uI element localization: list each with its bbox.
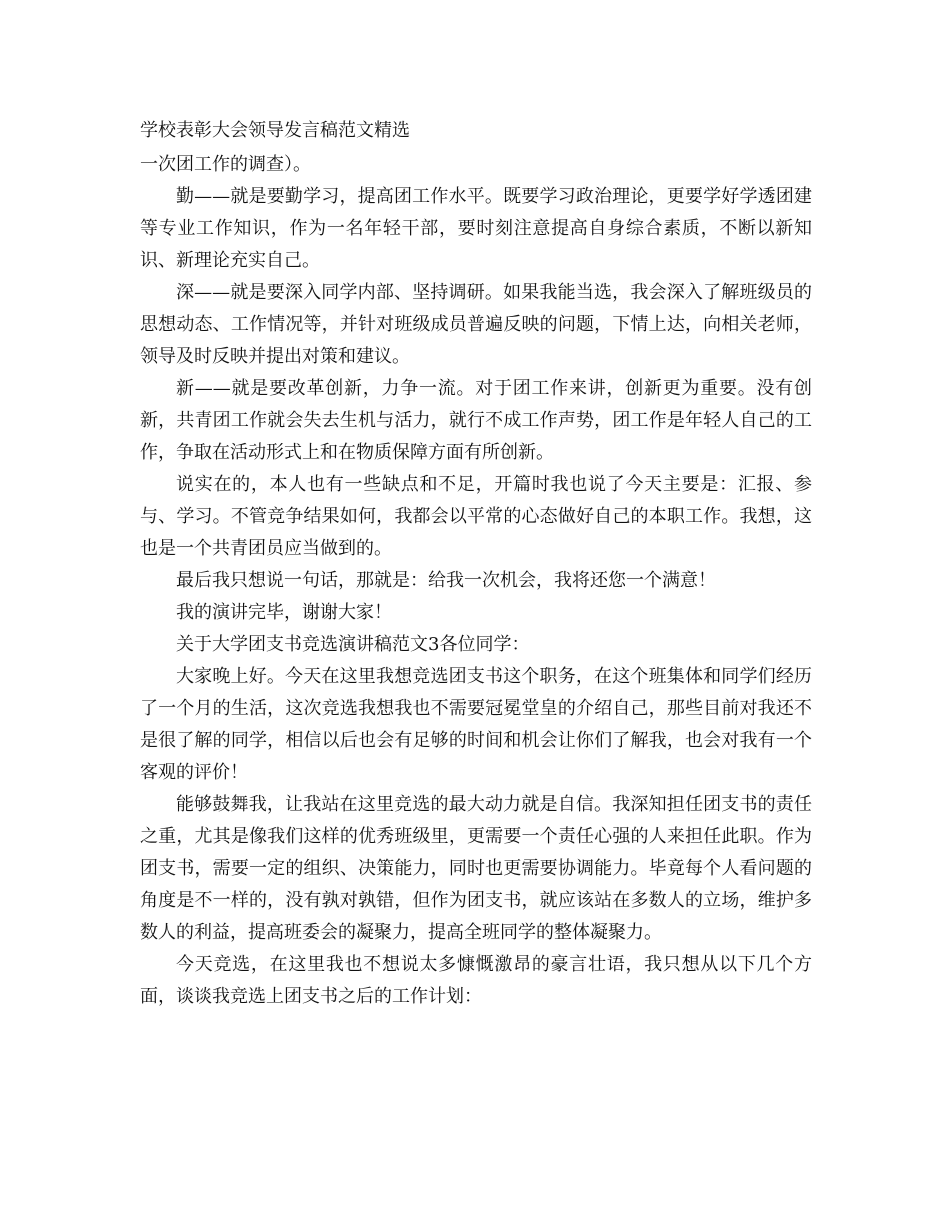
paragraph: 新——就是要改革创新，力争一流。对于团工作来讲，创新更为重要。没有创新，共青团工作就会失去生机与活力，就行不成工作声势，团工作是年轻人自己的工作，争取在活动形式上和在物质保障方面有所创新。 [140, 378, 812, 463]
paragraph: 说实在的，本人也有一些缺点和不足，开篇时我也说了今天主要是：汇报、参与、学习。不管竞争结果如何，我都会以平常的心态做好自己的本职工作。我想，这也是一个共青团员应当做到的。 [140, 474, 812, 559]
paragraph: 一次团工作的调查）。 [140, 154, 311, 175]
paragraph: 最后我只想说一句话，那就是：给我一次机会，我将还您一个满意！ [176, 570, 716, 591]
paragraph: 勤——就是要勤学习，提高团工作水平。既要学习政治理论，更要学好学透团建等专业工作知识，作为一名年轻干部，要时刻注意提高自身综合素质，不断以新知识、新理论充实自己。 [140, 186, 812, 271]
paragraph: 能够鼓舞我，让我站在这里竞选的最大动力就是自信。我深知担任团支书的责任之重，尤其是像我们这样的优秀班级里，更需要一个责任心强的人来担任此职。作为团支书，需要一定的组织、决策能力，同时也更需要协调能力。毕竟每个人看问题的角度是不一样的，没有孰对孰错，但作为团支书，就应该站在多数人的立场，维护多数人的利益，提高班委会的凝聚力，提高全班同学的整体凝聚力。 [140, 794, 812, 943]
paragraph: 关于大学团支书竞选演讲稿范文3各位同学： [176, 634, 530, 655]
paragraph: 今天竞选，在这里我也不想说太多慷慨激昂的豪言壮语，我只想从以下几个方面，谈谈我竞选上团支书之后的工作计划： [140, 954, 812, 1007]
paragraph: 我的演讲完毕，谢谢大家！ [176, 602, 392, 623]
document-body [140, 149, 812, 1013]
document-header-title: 学校表彰大会领导发言稿范文精选 [140, 120, 410, 141]
paragraph: 深——就是要深入同学内部、坚持调研。如果我能当选，我会深入了解班级员的思想动态、工作情况等，并针对班级成员普遍反映的问题，下情上达，向相关老师，领导及时反映并提出对策和建议。 [140, 282, 812, 367]
paragraph: 大家晚上好。今天在这里我想竞选团支书这个职务，在这个班集体和同学们经历了一个月的生活，这次竞选我想我也不需要冠冕堂皇的介绍自己，那些目前对我还不是很了解的同学，相信以后也会有足够的时间和机会让你们了解我，也会对我有一个客观的评价！ [140, 666, 812, 783]
